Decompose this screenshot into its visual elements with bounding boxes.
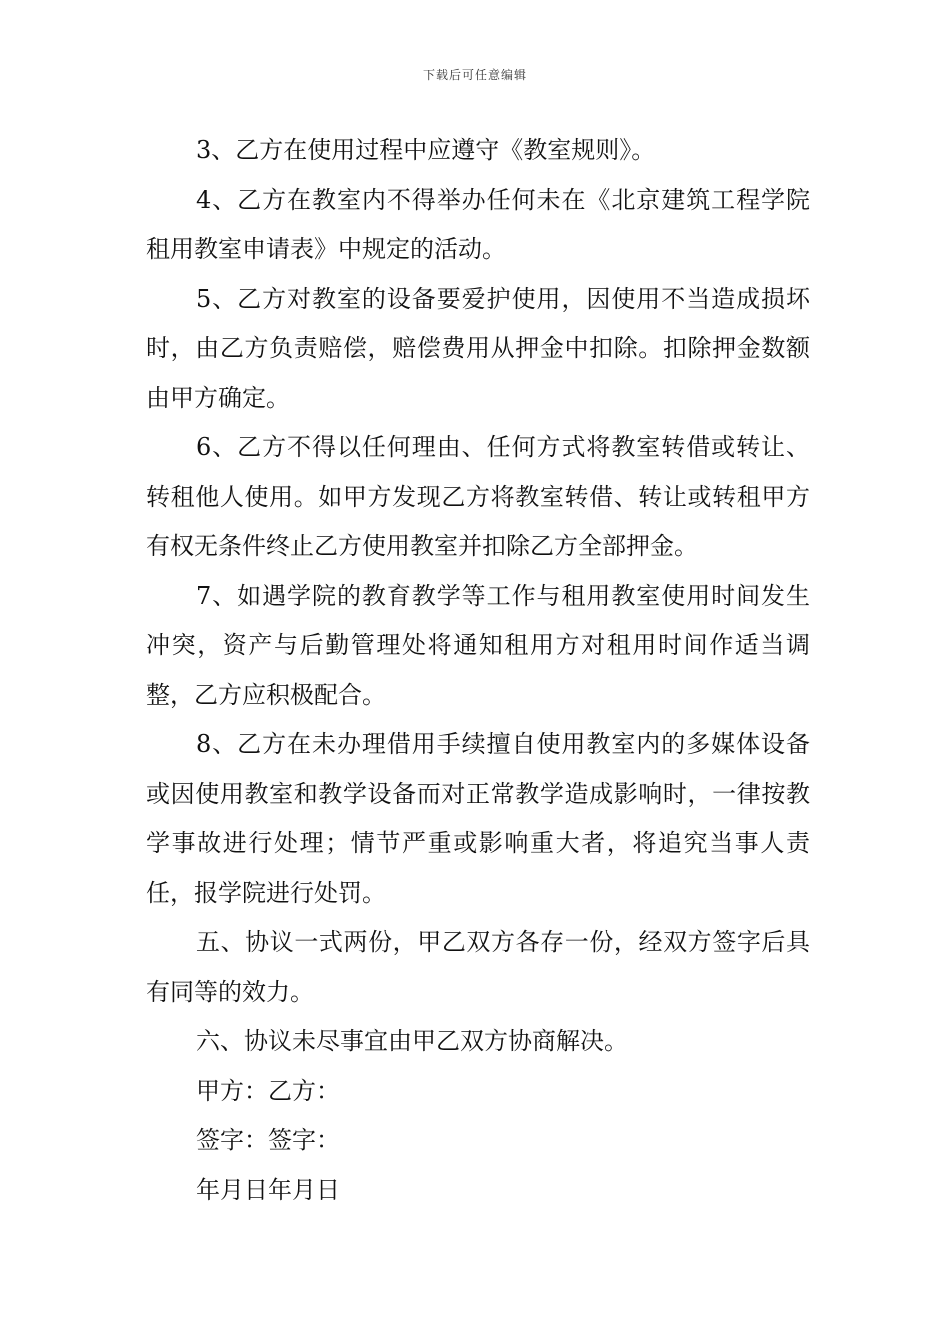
clause-8: 8、乙方在未办理借用手续擅自使用教室内的多媒体设备或因使用教室和教学设备而对正常教学造成影响时，一律按教学事故进行处理；情节严重或影响重大者，将追究当事人责任，报学院进行处罚。: [146, 730, 810, 907]
signature-sign: 签字：签字：: [196, 1126, 340, 1154]
clause-5: 5、乙方对教室的设备要爱护使用，因使用不当造成损坏时，由乙方负责赔偿，赔偿费用从押金中扣除。扣除押金数额由甲方确定。: [146, 284, 810, 412]
clause-7: 7、如遇学院的教育教学等工作与租用教室使用时间发生冲突，资产与后勤管理处将通知租用方对租用时间作适当调整，乙方应积极配合。: [146, 581, 810, 709]
section-six: 六、协议未尽事宜由甲乙双方协商解决。: [196, 1027, 628, 1055]
clause-6: 6、乙方不得以任何理由、任何方式将教室转借或转让、转租他人使用。如甲方发现乙方将教室转借、转让或转租甲方有权无条件终止乙方使用教室并扣除乙方全部押金。: [146, 433, 810, 560]
section-five: 五、协议一式两份，甲乙双方各存一份，经双方签字后具有同等的效力。: [146, 928, 810, 1006]
signature-date: 年月日年月日: [196, 1175, 340, 1204]
clause-3: 3、乙方在使用过程中应遵守《教室规则》。: [196, 136, 656, 164]
clause-4: 4、乙方在教室内不得举办任何未在《北京建筑工程学院租用教室申请表》中规定的活动。: [146, 185, 810, 263]
page-header: 下载后可任意编辑: [422, 68, 527, 82]
document-body: [146, 126, 810, 1215]
signature-parties: 甲方：乙方：: [196, 1076, 340, 1105]
